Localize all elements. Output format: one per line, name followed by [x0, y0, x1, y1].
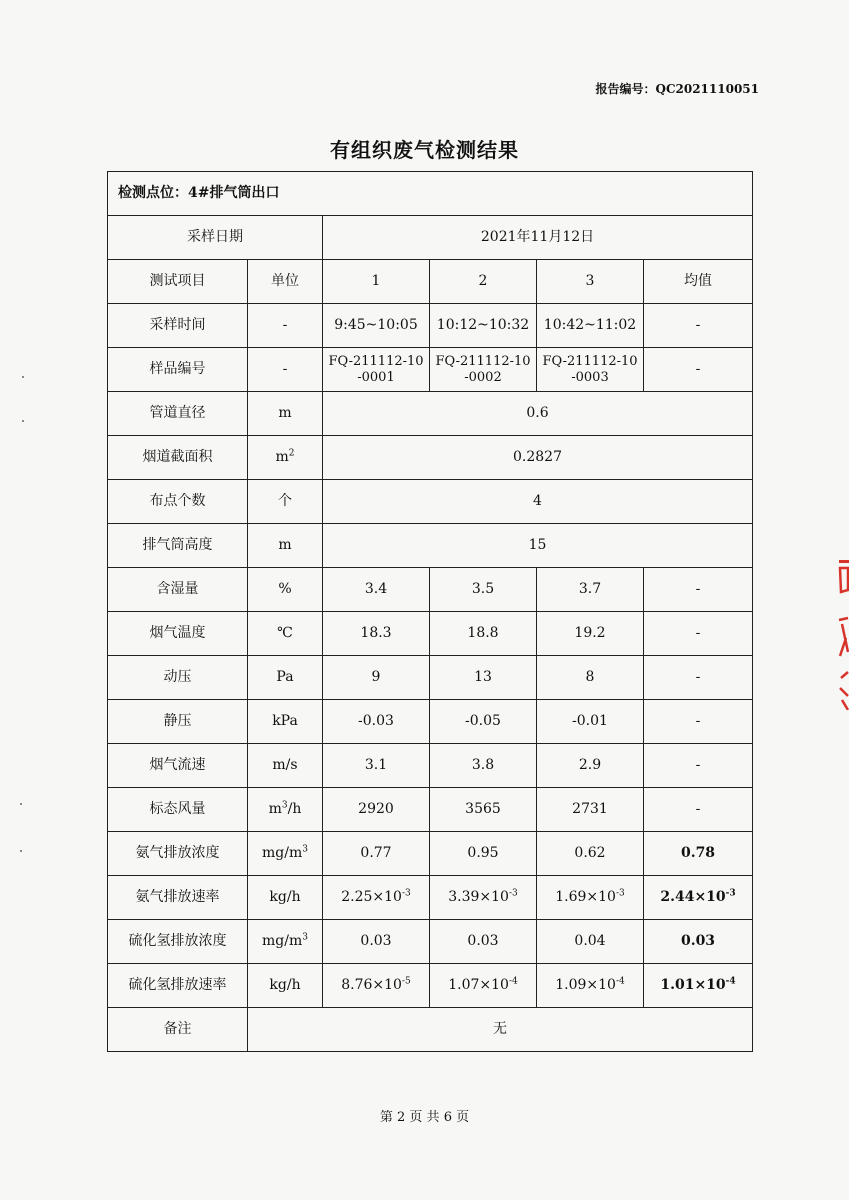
table-row [108, 700, 753, 744]
mean-cell: - [644, 788, 753, 832]
report-number-value: QC2021110051 [655, 82, 759, 96]
sample-code-line: -0003 [571, 369, 609, 385]
unit-cell [248, 436, 323, 480]
value-cell: 3.5 [430, 568, 537, 612]
value-cell: 0.03 [430, 920, 537, 964]
value-cell [323, 964, 430, 1008]
results-table [107, 171, 753, 1052]
sci-exponent: -3 [725, 888, 736, 899]
mean-cell [644, 876, 753, 920]
value-cell [537, 876, 644, 920]
unit-cell: kg/h [248, 964, 323, 1008]
sci-base: 3.39×10 [448, 889, 509, 906]
value-cell: 0.6 [323, 392, 753, 436]
unit-cell: kPa [248, 700, 323, 744]
unit-cell: ℃ [248, 612, 323, 656]
sci-exponent: -4 [615, 976, 625, 987]
page-title: 有组织废气检测结果 [330, 138, 519, 162]
mean-cell: - [644, 612, 753, 656]
sci-base: 8.76×10 [341, 977, 402, 994]
sampling-date-row [108, 216, 753, 260]
unit-cell: m/s [248, 744, 323, 788]
location-row [108, 172, 753, 216]
value-cell: 0.77 [323, 832, 430, 876]
row-label: 采样日期 [108, 216, 323, 260]
sci-base: 1.01×10 [660, 977, 726, 994]
unit-base: m [268, 801, 282, 818]
value-cell: 18.8 [430, 612, 537, 656]
mean-cell: - [644, 700, 753, 744]
value-cell: 3.1 [323, 744, 430, 788]
value-cell: 3.8 [430, 744, 537, 788]
value-cell [430, 964, 537, 1008]
value-cell: 18.3 [323, 612, 430, 656]
header-run-1: 1 [323, 260, 430, 304]
mean-cell: - [644, 744, 753, 788]
table-row [108, 480, 753, 524]
table-row [108, 788, 753, 832]
row-label: 样品编号 [108, 348, 248, 392]
value-cell [323, 876, 430, 920]
table-row [108, 568, 753, 612]
sci-base: 2.25×10 [341, 889, 402, 906]
value-cell: 0.62 [537, 832, 644, 876]
sample-code-line: -0001 [357, 369, 395, 385]
unit-cell: m [248, 524, 323, 568]
mean-cell: 0.78 [644, 832, 753, 876]
header-item: 测试项目 [108, 260, 248, 304]
table-row [108, 524, 753, 568]
scan-speck [22, 376, 24, 378]
header-mean: 均值 [644, 260, 753, 304]
scan-speck [20, 850, 22, 852]
row-label: 烟气流速 [108, 744, 248, 788]
value-cell: 3.7 [537, 568, 644, 612]
value-cell: 10:42~11:02 [537, 304, 644, 348]
row-label: 氨气排放浓度 [108, 832, 248, 876]
value-cell: 15 [323, 524, 753, 568]
remarks-row [108, 1008, 753, 1052]
sci-base: 1.09×10 [555, 977, 616, 994]
remarks-value: 无 [248, 1008, 753, 1052]
unit-base: mg/m [262, 845, 303, 862]
unit-cell [248, 920, 323, 964]
sci-base: 1.07×10 [448, 977, 509, 994]
sci-exponent: -4 [725, 976, 736, 987]
scan-speck [22, 420, 24, 422]
unit-exponent: 3 [281, 800, 288, 811]
value-cell: 2731 [537, 788, 644, 832]
table-row [108, 744, 753, 788]
unit-cell: - [248, 304, 323, 348]
scan-speck [20, 803, 22, 805]
row-label: 硫化氢排放速率 [108, 964, 248, 1008]
report-number-label: 报告编号： [595, 82, 656, 96]
value-cell: 0.04 [537, 920, 644, 964]
row-label: 静压 [108, 700, 248, 744]
header-run-2: 2 [430, 260, 537, 304]
row-label: 备注 [108, 1008, 248, 1052]
sci-base: 2.44×10 [660, 889, 726, 906]
unit-tail: /h [287, 801, 302, 818]
mean-cell: - [644, 348, 753, 392]
sample-code-line: -0002 [464, 369, 502, 385]
sci-exponent: -4 [508, 976, 518, 987]
value-cell [323, 348, 430, 392]
value-cell: 8 [537, 656, 644, 700]
value-cell: 0.95 [430, 832, 537, 876]
header-row [108, 260, 753, 304]
value-cell: 13 [430, 656, 537, 700]
value-cell: 2920 [323, 788, 430, 832]
table-row [108, 436, 753, 480]
unit-exponent: 2 [288, 448, 295, 459]
unit-cell: 个 [248, 480, 323, 524]
value-cell: -0.05 [430, 700, 537, 744]
value-cell: 4 [323, 480, 753, 524]
mean-cell: 0.03 [644, 920, 753, 964]
sci-exponent: -3 [615, 888, 625, 899]
unit-cell [248, 788, 323, 832]
table-row [108, 876, 753, 920]
value-cell: 0.2827 [323, 436, 753, 480]
row-label: 排气筒高度 [108, 524, 248, 568]
value-cell: -0.01 [537, 700, 644, 744]
mean-cell: - [644, 304, 753, 348]
mean-cell: - [644, 656, 753, 700]
value-cell: 0.03 [323, 920, 430, 964]
unit-cell: - [248, 348, 323, 392]
row-label: 采样时间 [108, 304, 248, 348]
mean-cell [644, 964, 753, 1008]
table-row [108, 656, 753, 700]
unit-exponent: 3 [302, 932, 308, 943]
value-cell: -0.03 [323, 700, 430, 744]
row-label: 硫化氢排放浓度 [108, 920, 248, 964]
row-label: 管道直径 [108, 392, 248, 436]
page-footer: 第 2 页 共 6 页 [379, 1110, 470, 1125]
value-cell: 3.4 [323, 568, 430, 612]
unit-cell: kg/h [248, 876, 323, 920]
unit-cell: Pa [248, 656, 323, 700]
sample-code-line: FQ-211112-10 [328, 353, 424, 369]
table-row [108, 920, 753, 964]
value-cell [430, 876, 537, 920]
value-cell: 9:45~10:05 [323, 304, 430, 348]
header-run-3: 3 [537, 260, 644, 304]
mean-cell: - [644, 568, 753, 612]
table-row [108, 964, 753, 1008]
value-cell: 2.9 [537, 744, 644, 788]
sample-code-line: FQ-211112-10 [435, 353, 531, 369]
sci-base: 1.69×10 [555, 889, 616, 906]
table-row [108, 612, 753, 656]
value-cell: 9 [323, 656, 430, 700]
table-row [108, 304, 753, 348]
unit-cell: % [248, 568, 323, 612]
value-cell: 19.2 [537, 612, 644, 656]
row-label: 标态风量 [108, 788, 248, 832]
sci-exponent: -3 [508, 888, 518, 899]
table-row [108, 348, 753, 392]
row-label: 烟气温度 [108, 612, 248, 656]
value-cell [537, 348, 644, 392]
value-cell: 3565 [430, 788, 537, 832]
header-unit: 单位 [248, 260, 323, 304]
row-label: 烟道截面积 [108, 436, 248, 480]
unit-cell: m [248, 392, 323, 436]
unit-base: m [275, 449, 289, 466]
location-cell: 检测点位：4#排气筒出口 [108, 172, 753, 216]
unit-base: mg/m [262, 933, 303, 950]
sample-code-line: FQ-211112-10 [542, 353, 638, 369]
value-cell [430, 348, 537, 392]
value-cell: 10:12~10:32 [430, 304, 537, 348]
row-label: 动压 [108, 656, 248, 700]
value-cell [537, 964, 644, 1008]
seal-fragment [836, 560, 849, 710]
row-label: 布点个数 [108, 480, 248, 524]
report-number [595, 80, 759, 97]
table-row [108, 392, 753, 436]
unit-exponent: 3 [302, 844, 308, 855]
sci-exponent: -3 [401, 888, 411, 899]
row-label: 氨气排放速率 [108, 876, 248, 920]
unit-cell [248, 832, 323, 876]
sci-exponent: -5 [401, 976, 411, 987]
row-label: 含湿量 [108, 568, 248, 612]
table-row [108, 832, 753, 876]
sampling-date-value: 2021年11月12日 [323, 216, 753, 260]
